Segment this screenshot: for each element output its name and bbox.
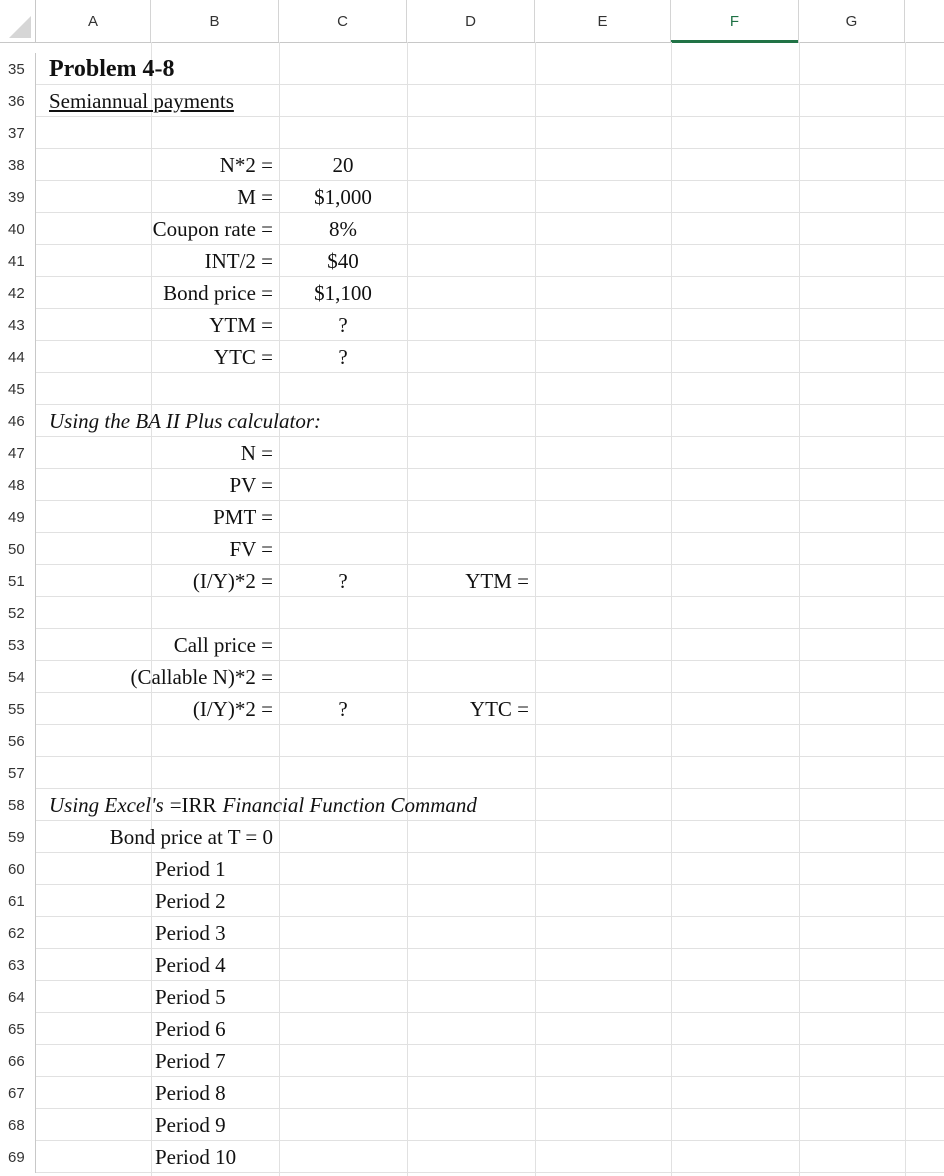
row-header[interactable]: 58	[0, 789, 36, 821]
input-value-coupon[interactable]: 8%	[329, 216, 357, 241]
row-header[interactable]: 59	[0, 821, 36, 853]
bond-price-t0-label[interactable]: Bond price at T = 0	[109, 824, 273, 849]
input-label-coupon[interactable]: Coupon rate =	[152, 216, 273, 241]
period-cell[interactable]: Period 5	[155, 984, 226, 1009]
calc-label-pv[interactable]: PV =	[229, 472, 273, 497]
input-value-int[interactable]: $40	[327, 248, 359, 273]
input-label-ytc[interactable]: YTC =	[213, 344, 273, 369]
row-header[interactable]: 56	[0, 725, 36, 757]
row-header[interactable]: 49	[0, 501, 36, 533]
row-header[interactable]: 41	[0, 245, 36, 277]
column-header-d[interactable]: D	[407, 0, 535, 42]
period-cell[interactable]: Period 7	[155, 1048, 226, 1073]
input-value-ytc[interactable]: ?	[338, 344, 348, 369]
column-header-g[interactable]: G	[799, 0, 905, 42]
input-label-int[interactable]: INT/2 =	[204, 248, 273, 273]
input-label-n[interactable]: N*2 =	[219, 152, 273, 177]
row-header[interactable]: 61	[0, 885, 36, 917]
row-header[interactable]: 69	[0, 1141, 36, 1173]
column-header-e[interactable]: E	[535, 0, 671, 42]
period-cell[interactable]: Period 1	[155, 856, 226, 881]
call-label-ytc[interactable]: YTC =	[469, 696, 529, 721]
row-header[interactable]: 43	[0, 309, 36, 341]
row-header[interactable]: 45	[0, 373, 36, 405]
calc-value-iy[interactable]: ?	[338, 568, 348, 593]
call-label-callable-n[interactable]: (Callable N)*2 =	[130, 664, 273, 689]
column-header-f[interactable]: F	[671, 0, 799, 42]
row-header[interactable]: 54	[0, 661, 36, 693]
row-header[interactable]: 62	[0, 917, 36, 949]
row-header[interactable]: 38	[0, 149, 36, 181]
calc-label-n[interactable]: N =	[240, 440, 273, 465]
excel-heading[interactable]	[36, 789, 576, 821]
grid-row-line	[36, 756, 944, 757]
calc-heading[interactable]: Using the BA II Plus calculator:	[49, 408, 321, 433]
row-header[interactable]: 36	[0, 85, 36, 117]
period-cell[interactable]: Period 6	[155, 1016, 226, 1041]
row-header[interactable]: 57	[0, 757, 36, 789]
title-cell[interactable]: Problem 4-8	[49, 55, 175, 82]
period-cell[interactable]: Period 10	[155, 1144, 237, 1169]
select-all-triangle-icon	[9, 16, 31, 38]
row-header[interactable]: 42	[0, 277, 36, 309]
row-header[interactable]: 63	[0, 949, 36, 981]
row-header[interactable]: 51	[0, 565, 36, 597]
row-header[interactable]: 53	[0, 629, 36, 661]
row-header[interactable]: 50	[0, 533, 36, 565]
calc-label-fv[interactable]: FV =	[229, 536, 273, 561]
column-header-b[interactable]: B	[151, 0, 279, 42]
call-label-iy[interactable]: (I/Y)*2 =	[192, 696, 273, 721]
row-header[interactable]: 47	[0, 437, 36, 469]
input-value-bond-price[interactable]: $1,100	[314, 280, 372, 305]
row-header[interactable]: 52	[0, 597, 36, 629]
input-value-ytm[interactable]: ?	[338, 312, 348, 337]
row-header[interactable]: 48	[0, 469, 36, 501]
row-header[interactable]: 44	[0, 341, 36, 373]
row-header[interactable]: 39	[0, 181, 36, 213]
input-label-bond-price[interactable]: Bond price =	[163, 280, 273, 305]
call-label-price[interactable]: Call price =	[173, 632, 273, 657]
row-header[interactable]: 40	[0, 213, 36, 245]
row-header[interactable]: 67	[0, 1077, 36, 1109]
input-label-m[interactable]: M =	[237, 184, 273, 209]
column-header-row	[0, 0, 944, 43]
period-cell[interactable]: Period 9	[155, 1112, 226, 1137]
column-header-c[interactable]: C	[279, 0, 407, 42]
calc-label-ytm[interactable]: YTM =	[465, 568, 529, 593]
excel-heading-function: =IRR	[169, 792, 217, 817]
input-value-n[interactable]: 20	[332, 152, 354, 177]
row-header[interactable]: 60	[0, 853, 36, 885]
calc-label-iy[interactable]: (I/Y)*2 =	[192, 568, 273, 593]
row-header[interactable]: 66	[0, 1045, 36, 1077]
subtitle-cell[interactable]: Semiannual payments	[49, 88, 234, 113]
input-label-ytm[interactable]: YTM =	[209, 312, 273, 337]
input-value-m[interactable]: $1,000	[314, 184, 372, 209]
column-header-a[interactable]: A	[36, 0, 151, 42]
calc-label-pmt[interactable]: PMT =	[213, 504, 273, 529]
period-cell[interactable]: Period 8	[155, 1080, 226, 1105]
row-header[interactable]: 65	[0, 1013, 36, 1045]
row-header[interactable]: 68	[0, 1109, 36, 1141]
period-cell[interactable]: Period 3	[155, 920, 226, 945]
row-header[interactable]: 46	[0, 405, 36, 437]
row-header[interactable]: 37	[0, 117, 36, 149]
period-cell[interactable]: Period 4	[155, 952, 226, 977]
excel-heading-part-2: Financial Function Command	[222, 792, 477, 817]
select-all-corner[interactable]	[0, 0, 36, 42]
excel-heading-part-1: Using Excel's	[49, 792, 164, 817]
call-value-iy[interactable]: ?	[338, 696, 348, 721]
row-header[interactable]: 64	[0, 981, 36, 1013]
row-header[interactable]: 35	[0, 53, 36, 85]
period-cell[interactable]: Period 2	[155, 888, 226, 913]
row-header[interactable]: 55	[0, 693, 36, 725]
